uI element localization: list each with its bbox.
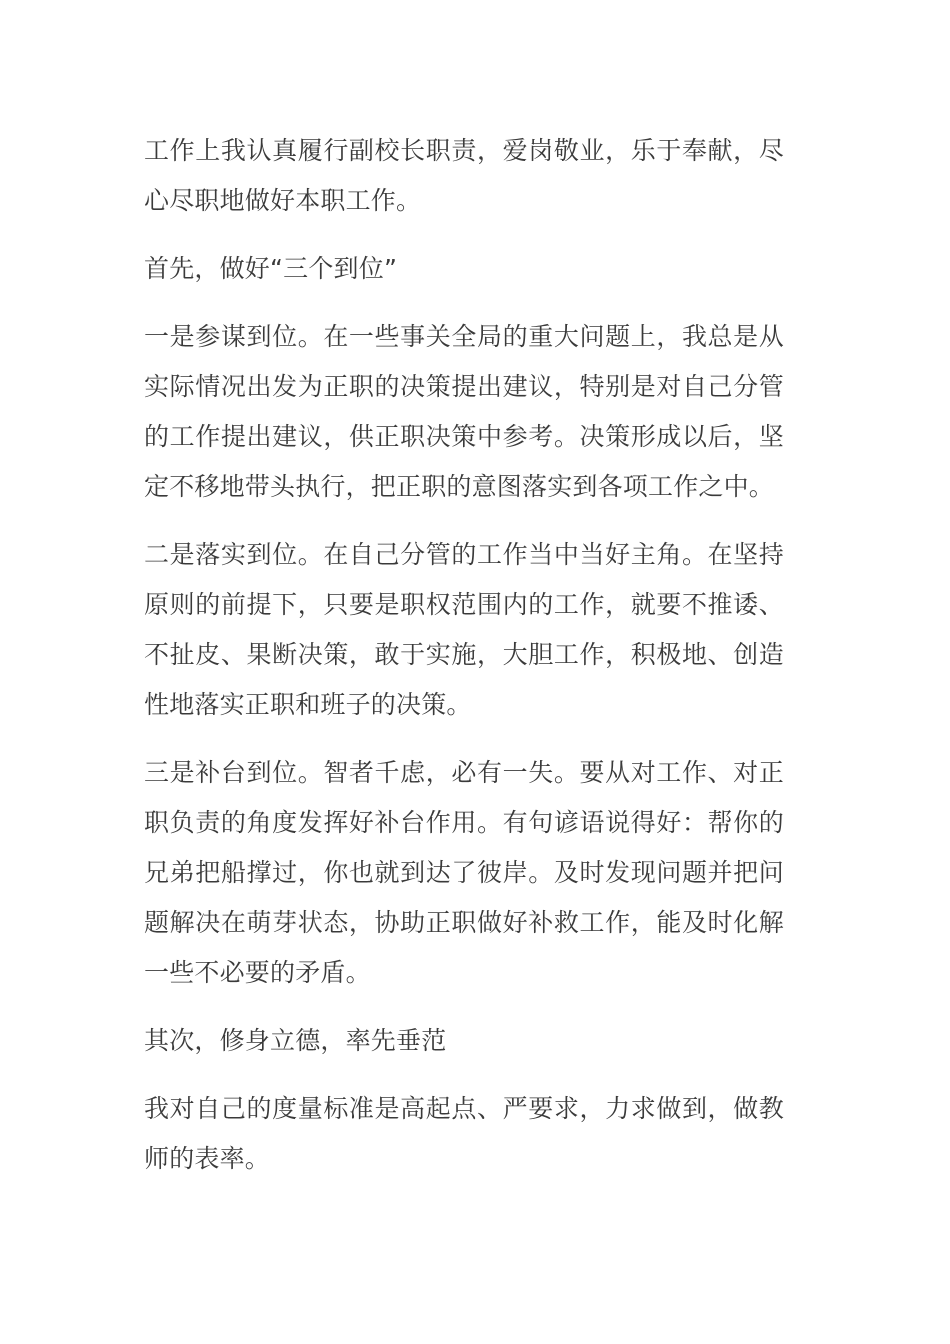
document-body	[144, 126, 784, 1202]
paragraph-intro: 工作上我认真履行副校长职责，爱岗敬业，乐于奉献，尽心尽职地做好本职工作。	[144, 136, 784, 215]
paragraph-standard: 我对自己的度量标准是高起点、严要求，力求做到，做教师的表率。	[144, 1094, 784, 1173]
paragraph-point-three: 三是补台到位。智者千虑，必有一失。要从对工作、对正职负责的角度发挥好补台作用。有句谚语说得好：帮你的兄弟把船撑过，你也就到达了彼岸。及时发现问题并把问题解决在萌芽状态，协助正职做好补救工作，能及时化解一些不必要的矛盾。	[144, 758, 784, 987]
paragraph-point-two: 二是落实到位。在自己分管的工作当中当好主角。在坚持原则的前提下，只要是职权范围内的工作，就要不推诿、不扯皮、果断决策，敢于实施，大胆工作，积极地、创造性地落实正职和班子的决策。	[144, 540, 784, 719]
paragraph-point-one: 一是参谋到位。在一些事关全局的重大问题上，我总是从实际情况出发为正职的决策提出建议，特别是对自己分管的工作提出建议，供正职决策中参考。决策形成以后，坚定不移地带头执行，把正职的意图落实到各项工作之中。	[144, 322, 784, 501]
section-heading-second: 其次，修身立德，率先垂范	[144, 1026, 447, 1055]
section-heading-first: 首先，做好“三个到位”	[144, 254, 398, 283]
